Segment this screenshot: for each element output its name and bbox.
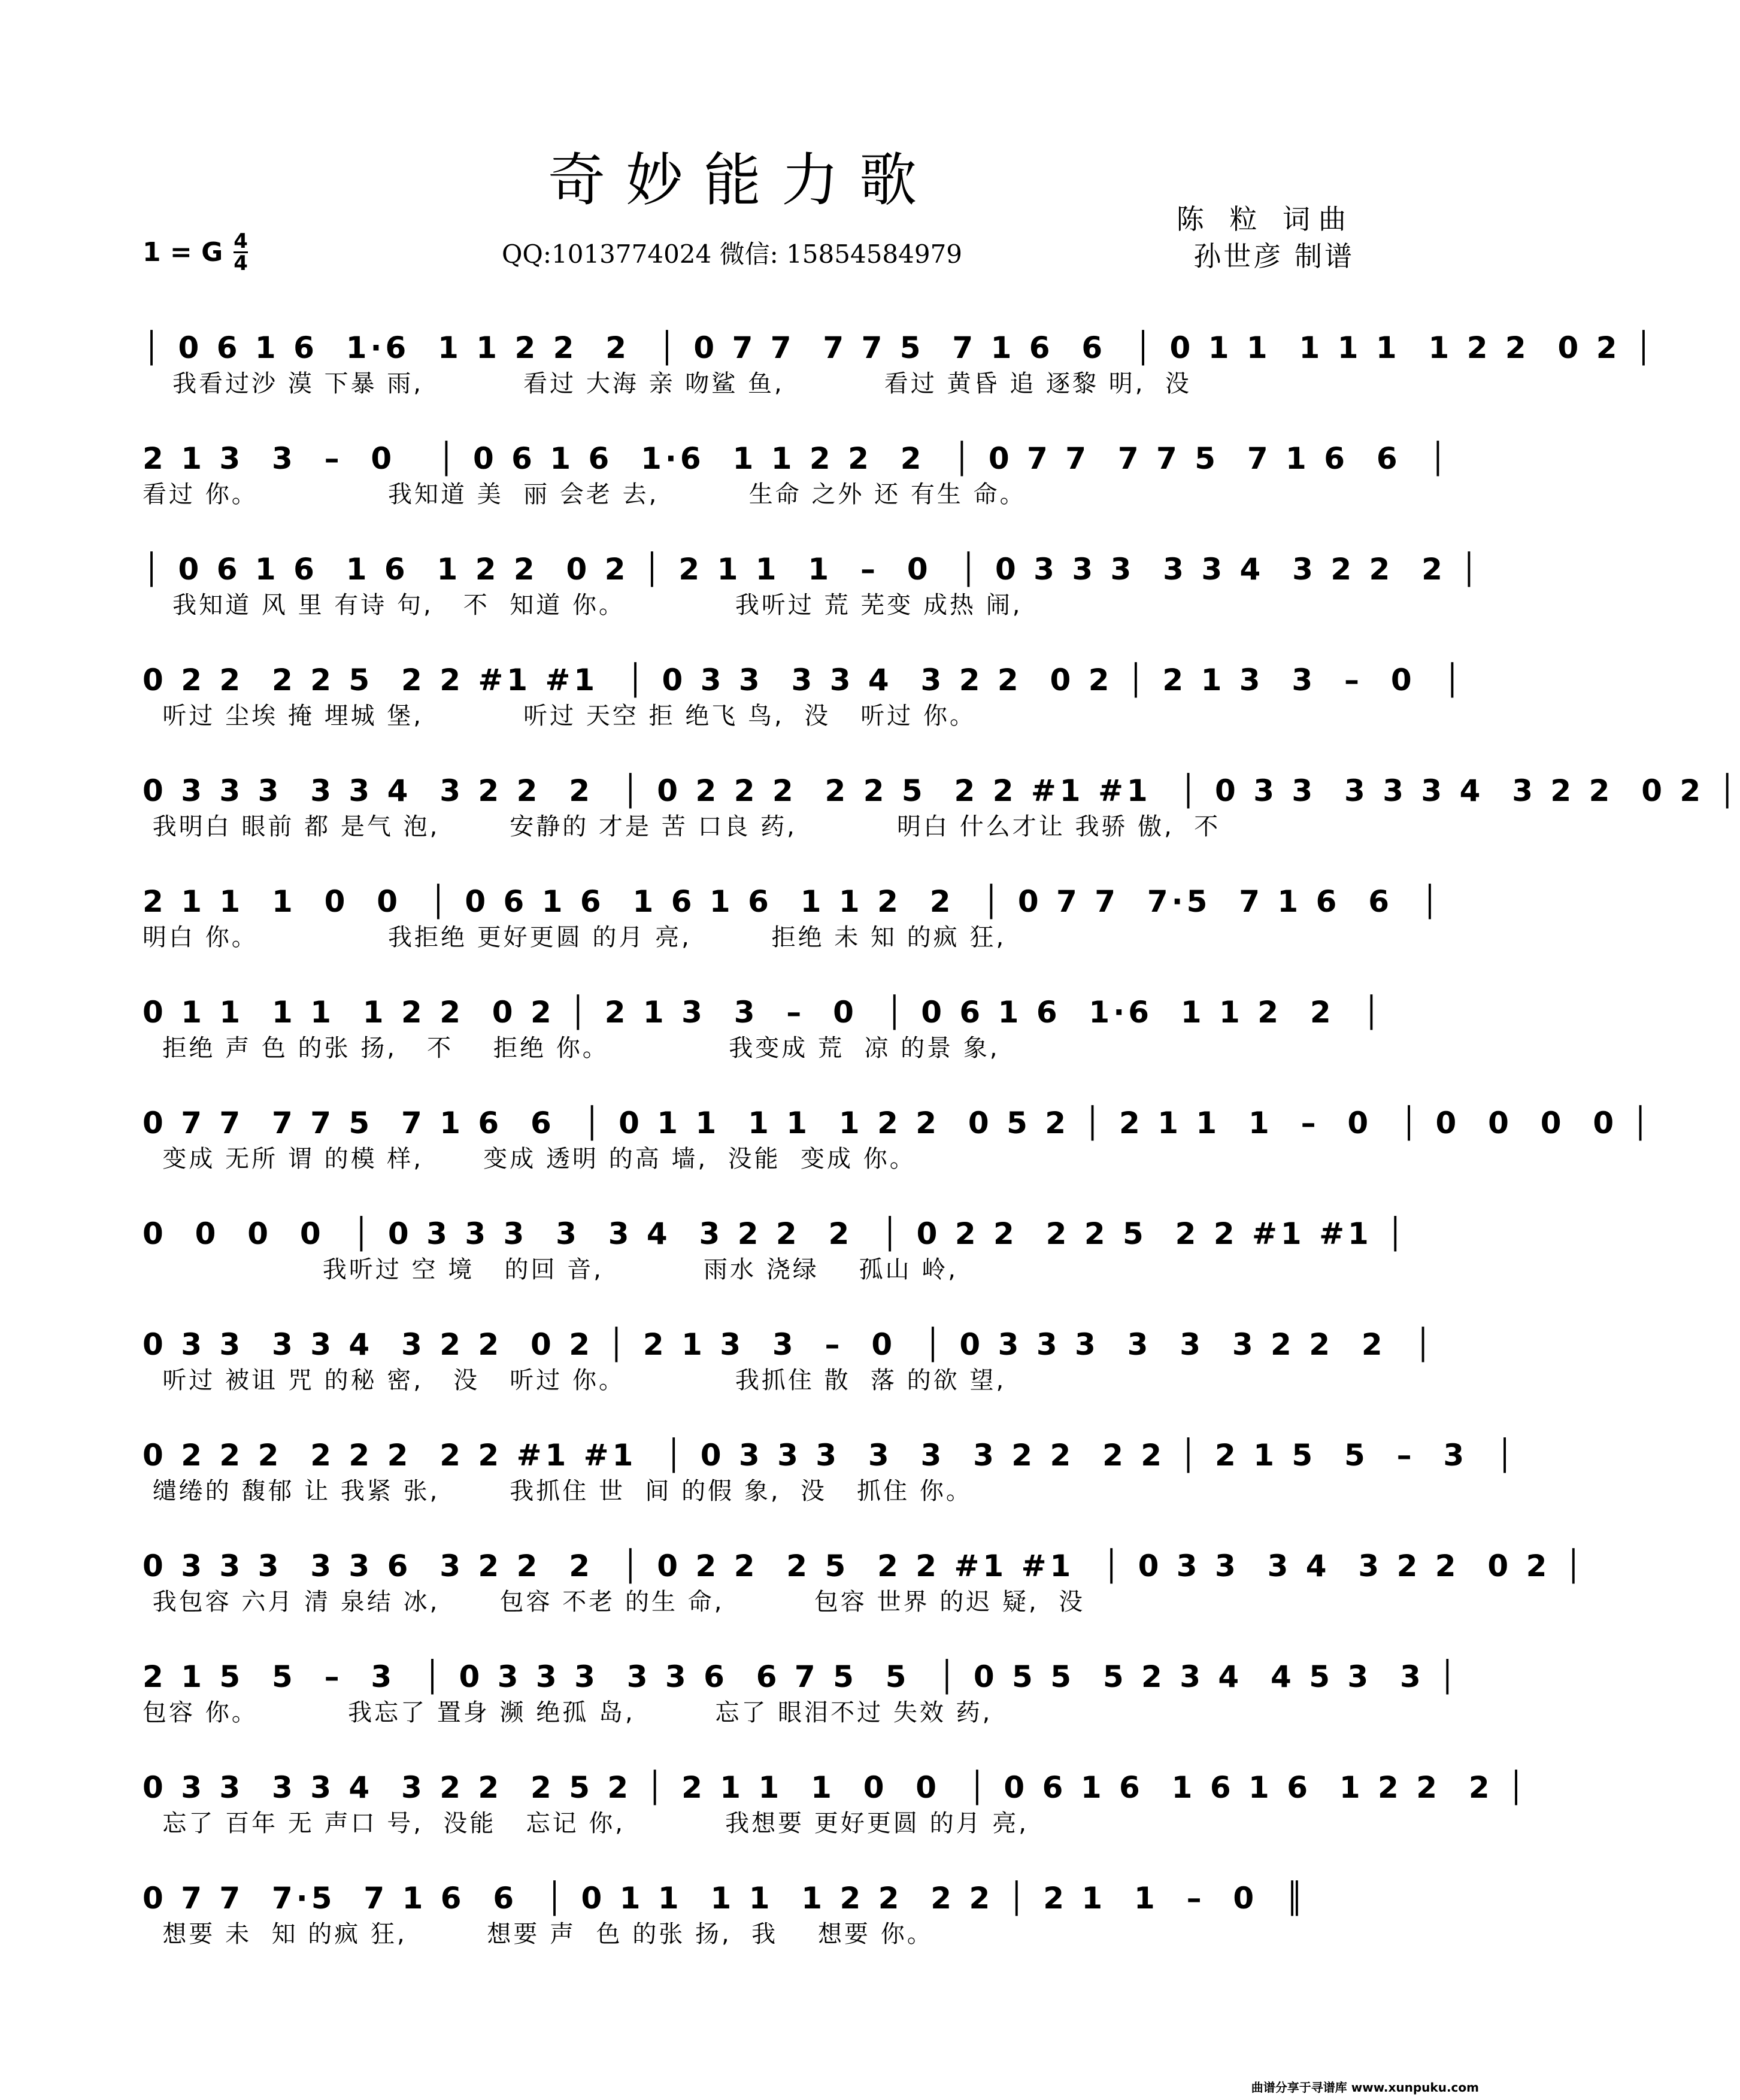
score-row xyxy=(143,428,1451,518)
key-label: 1 = G xyxy=(143,237,223,268)
score-row xyxy=(143,1203,1408,1293)
lyrics-line: 我包容 六月 清 泉结 冰, 包容 不老 的生 命, 包容 世界 的迟 疑, 没 xyxy=(143,1588,1086,1616)
notation-line: │ 0 6 1 6 1 6 1 2 2 0 2 │ 2 1 1 1 – 0 │ 0 3 3 3 3 3 4 3 2 2 2 │ xyxy=(143,552,1482,587)
lyrics-line: 变成 无所 谓 的模 样, 变成 透明 的高 墙, 没能 变成 你。 xyxy=(143,1145,916,1173)
composer-credit: 陈 粒 词曲 xyxy=(1176,203,1354,235)
notation-line: 2 1 3 3 – 0 │ 0 6 1 6 1·6 1 1 2 2 2 │ 0 7 7 7 7 5 7 1 6 6 │ xyxy=(143,441,1451,476)
lyrics-line: 拒绝 声 色 的张 扬, 不 拒绝 你。 我变成 荒 凉 的景 象, xyxy=(143,1034,1000,1062)
notation-line: 2 1 5 5 – 3 │ 0 3 3 3 3 3 6 6 7 5 5 │ 0 5 5 5 2 3 4 4 5 3 3 │ xyxy=(143,1659,1460,1694)
score-row xyxy=(143,1425,1518,1515)
score-row xyxy=(143,1535,1586,1625)
lyrics-line: 我知道 风 里 有诗 句, 不 知道 你。 我听过 荒 芜变 成热 闹, xyxy=(143,591,1023,619)
song-title: 奇妙能力歌 xyxy=(548,147,937,214)
score-row xyxy=(143,871,1442,961)
notation-line: 0 7 7 7·5 7 1 6 6 │ 0 1 1 1 1 1 2 2 2 2 │ 2 1 1 – 0 ║ xyxy=(143,1881,1308,1916)
notation-line: 0 3 3 3 3 4 3 2 2 0 2 │ 2 1 3 3 – 0 │ 0 3 3 3 3 3 3 2 2 2 │ xyxy=(143,1327,1436,1362)
lyrics-line: 我听过 空 境 的回 音, 雨水 浇绿 孤山 岭, xyxy=(143,1256,959,1283)
notation-line: 0 1 1 1 1 1 2 2 0 2 │ 2 1 3 3 – 0 │ 0 6 1 6 1·6 1 1 2 2 │ xyxy=(143,995,1384,1030)
lyrics-line: 想要 未 知 的疯 狂, 想要 声 色 的张 扬, 我 想要 你。 xyxy=(143,1920,933,1948)
score-row xyxy=(143,1757,1529,1847)
notation-line: 2 1 1 1 0 0 │ 0 6 1 6 1 6 1 6 1 1 2 2 │ 0 7 7 7·5 7 1 6 6 │ xyxy=(143,884,1442,919)
notation-line: 0 0 0 0 │ 0 3 3 3 3 3 4 3 2 2 2 │ 0 2 2 2 2 5 2 2 #1 #1 │ xyxy=(143,1216,1408,1251)
arranger-credit: 孙世彦 制谱 xyxy=(1193,240,1354,272)
score-row xyxy=(143,1646,1460,1736)
meter-bottom: 4 xyxy=(234,251,248,275)
key-signature xyxy=(143,231,248,274)
notation-line: 0 2 2 2 2 2 2 2 2 #1 #1 │ 0 3 3 3 3 3 3 2 2 2 2 │ 2 1 5 5 – 3 │ xyxy=(143,1438,1518,1473)
lyrics-line: 忘了 百年 无 声口 号, 没能 忘记 你, 我想要 更好更圆 的月 亮, xyxy=(143,1810,1029,1837)
notation-line: 0 3 3 3 3 4 3 2 2 2 5 2 │ 2 1 1 1 0 0 │ 0 6 1 6 1 6 1 6 1 2 2 2 │ xyxy=(143,1770,1529,1805)
score-row xyxy=(143,982,1384,1072)
notation-line: │ 0 6 1 6 1·6 1 1 2 2 2 │ 0 7 7 7 7 5 7 1 6 6 │ 0 1 1 1 1 1 1 2 2 0 2 │ xyxy=(143,330,1657,365)
meter-top: 4 xyxy=(234,229,248,253)
lyrics-line: 听过 尘埃 掩 埋城 堡, 听过 天空 拒 绝飞 鸟, 没 听过 你。 xyxy=(143,702,977,730)
score-row xyxy=(143,1093,1653,1182)
notation-line: 0 7 7 7 7 5 7 1 6 6 │ 0 1 1 1 1 1 2 2 0 5 2 │ 2 1 1 1 – 0 │ 0 0 0 0 │ xyxy=(143,1106,1653,1140)
score-row xyxy=(143,1868,1346,1958)
lyrics-line: 听过 被诅 咒 的秘 密, 没 听过 你。 我抓住 散 落 的欲 望, xyxy=(143,1367,1007,1394)
time-signature xyxy=(234,231,248,274)
lyrics-line: 我看过沙 漠 下暴 雨, 看过 大海 亲 吻鲨 鱼, 看过 黄昏 追 逐黎 明, 没 xyxy=(143,370,1192,397)
notation-line: 0 3 3 3 3 3 6 3 2 2 2 │ 0 2 2 2 5 2 2 #1 #1 │ 0 3 3 3 4 3 2 2 0 2 │ xyxy=(143,1549,1586,1583)
score-row xyxy=(143,317,1657,407)
contact-info: QQ:1013774024 微信: 15854584979 xyxy=(502,239,963,269)
lyrics-line: 包容 你。 我忘了 置身 濒 绝孤 岛, 忘了 眼泪不过 失效 药, xyxy=(143,1699,993,1726)
score-row xyxy=(143,760,1740,850)
score-row xyxy=(143,539,1482,629)
lyrics-line: 明白 你。 我拒绝 更好更圆 的月 亮, 拒绝 未 知 的疯 狂, xyxy=(143,924,1007,951)
score-row xyxy=(143,650,1465,739)
lyrics-line: 我明白 眼前 都 是气 泡, 安静的 才是 苦 口良 药, 明白 什么才让 我骄 傲, 不 xyxy=(143,813,1221,840)
notation-line: 0 3 3 3 3 3 4 3 2 2 2 │ 0 2 2 2 2 2 5 2 2 #1 #1 │ 0 3 3 3 3 3 4 3 2 2 0 2 │ xyxy=(143,773,1740,808)
watermark-footer: 曲谱分享于寻谱库 www.xunpuku.com xyxy=(1251,2080,1479,2095)
notation-line: 0 2 2 2 2 5 2 2 #1 #1 │ 0 3 3 3 3 4 3 2 2 0 2 │ 2 1 3 3 – 0 │ xyxy=(143,663,1465,697)
lyrics-line: 缱绻的 馥郁 让 我紧 张, 我抓住 世 间 的假 象, 没 抓住 你。 xyxy=(143,1477,972,1505)
score-row xyxy=(143,1314,1436,1404)
lyrics-line: 看过 你。 我知道 美 丽 会老 去, 生命 之外 还 有生 命。 xyxy=(143,481,1026,508)
